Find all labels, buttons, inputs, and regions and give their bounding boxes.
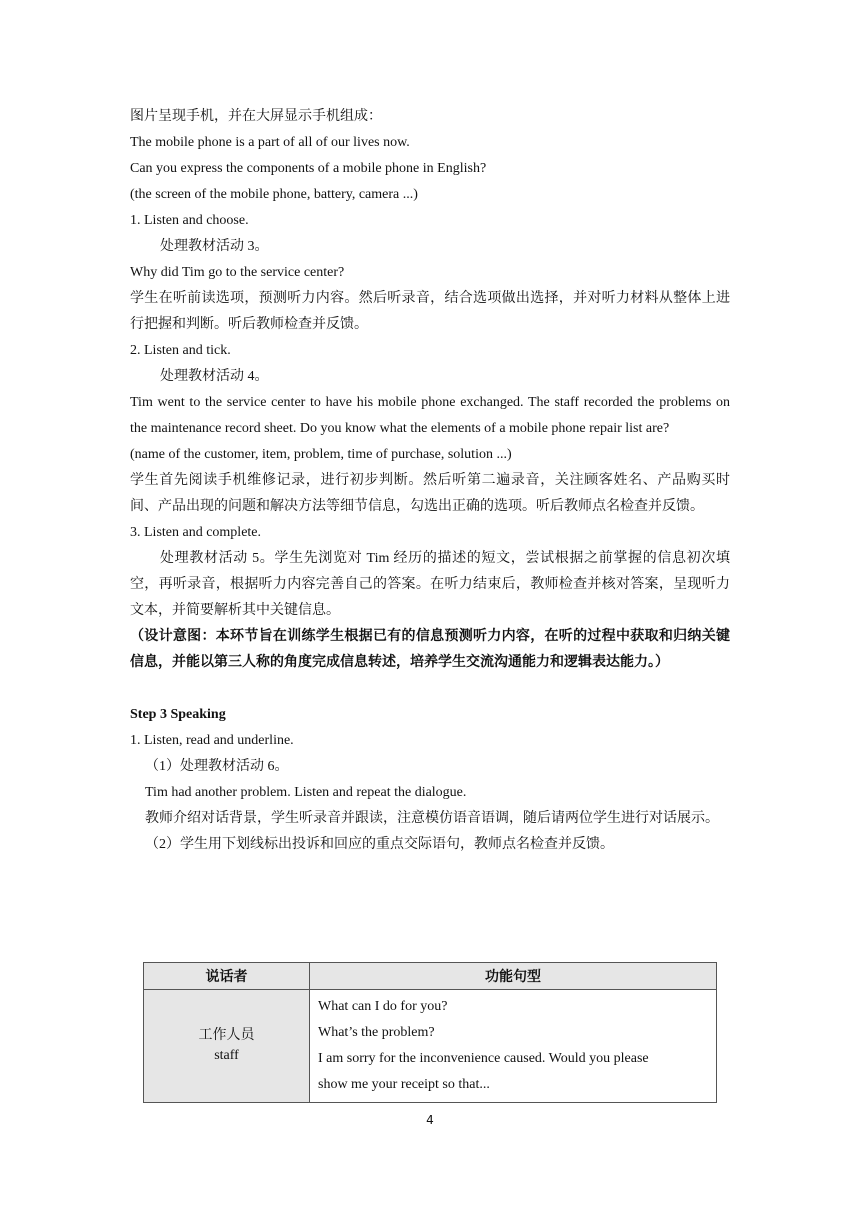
phrases-cell <box>310 990 717 1103</box>
section-heading: Step 3 Speaking <box>130 707 226 722</box>
speaker-cell <box>144 990 310 1103</box>
phrase: I am sorry for the inconvenience caused. Would you please <box>318 1051 649 1066</box>
paragraph: Why did Tim go to the service center? <box>130 265 345 280</box>
list-heading: 1. Listen, read and underline. <box>130 733 294 748</box>
page-number: 4 <box>426 1113 434 1127</box>
table-row <box>144 990 717 1103</box>
phrase: What’s the problem? <box>318 1025 435 1040</box>
table-header-phrases: 功能句型 <box>310 963 717 990</box>
paragraph: Tim went to the service center to have his mobile phone exchanged. The staff recorded the problems on the maintenance record sheet. Do you know what the elements of a mobile phone repair list are? <box>130 395 730 436</box>
list-heading: 3. Listen and complete. <box>130 525 262 540</box>
paragraph: 处理教材活动 3。 <box>160 239 269 254</box>
paragraph: （1）处理教材活动 6。 <box>145 759 289 774</box>
speaker-cn: 工作人员 <box>198 1028 255 1043</box>
paragraph: (the screen of the mobile phone, battery, camera ...) <box>130 187 418 202</box>
paragraph: (name of the customer, item, problem, time of purchase, solution ...) <box>130 447 512 462</box>
document-body <box>130 104 730 858</box>
paragraph: 教师介绍对话背景，学生听录音并跟读，注意模仿语音语调，随后请两位学生进行对话展示。 <box>145 811 719 826</box>
phrase: What can I do for you? <box>318 999 448 1014</box>
speaker-en: staff <box>214 1048 239 1063</box>
paragraph: 处理教材活动 4。 <box>160 369 269 384</box>
list-heading: 1. Listen and choose. <box>130 213 249 228</box>
paragraph: 图片呈现手机，并在大屏显示手机组成： <box>130 109 382 124</box>
list-heading: 2. Listen and tick. <box>130 343 231 358</box>
table-header-row <box>144 963 717 990</box>
table-header-speaker: 说话者 <box>144 963 310 990</box>
paragraph: Tim had another problem. Listen and repeat the dialogue. <box>145 785 467 800</box>
paragraph: 处理教材活动 5。学生先浏览对 Tim 经历的描述的短文，尝试根据之前掌握的信息初次填空，再听录音，根据听力内容完善自己的答案。在听力结束后，教师检查并核对答案，呈现听力文本，并简要解析其中关键信息。 <box>130 551 730 618</box>
phrase: show me your receipt so that... <box>318 1077 490 1092</box>
paragraph: （2）学生用下划线标出投诉和回应的重点交际语句，教师点名检查并反馈。 <box>145 837 614 852</box>
paragraph: Can you express the components of a mobile phone in English? <box>130 161 487 176</box>
phrases-table <box>143 962 717 1103</box>
paragraph: 学生在听前读选项，预测听力内容。然后听录音，结合选项做出选择，并对听力材料从整体上进行把握和判断。听后教师检查并反馈。 <box>130 291 730 332</box>
design-intent-note: （设计意图：本环节旨在训练学生根据已有的信息预测听力内容，在听的过程中获取和归纳关键信息，并能以第三人称的角度完成信息转述，培养学生交流沟通能力和逻辑表达能力。） <box>130 629 730 670</box>
paragraph: 学生首先阅读手机维修记录，进行初步判断。然后听第二遍录音，关注顾客姓名、产品购买时间、产品出现的问题和解决方法等细节信息，勾选出正确的选项。听后教师点名检查并反馈。 <box>130 473 730 514</box>
paragraph: The mobile phone is a part of all of our lives now. <box>130 135 410 150</box>
